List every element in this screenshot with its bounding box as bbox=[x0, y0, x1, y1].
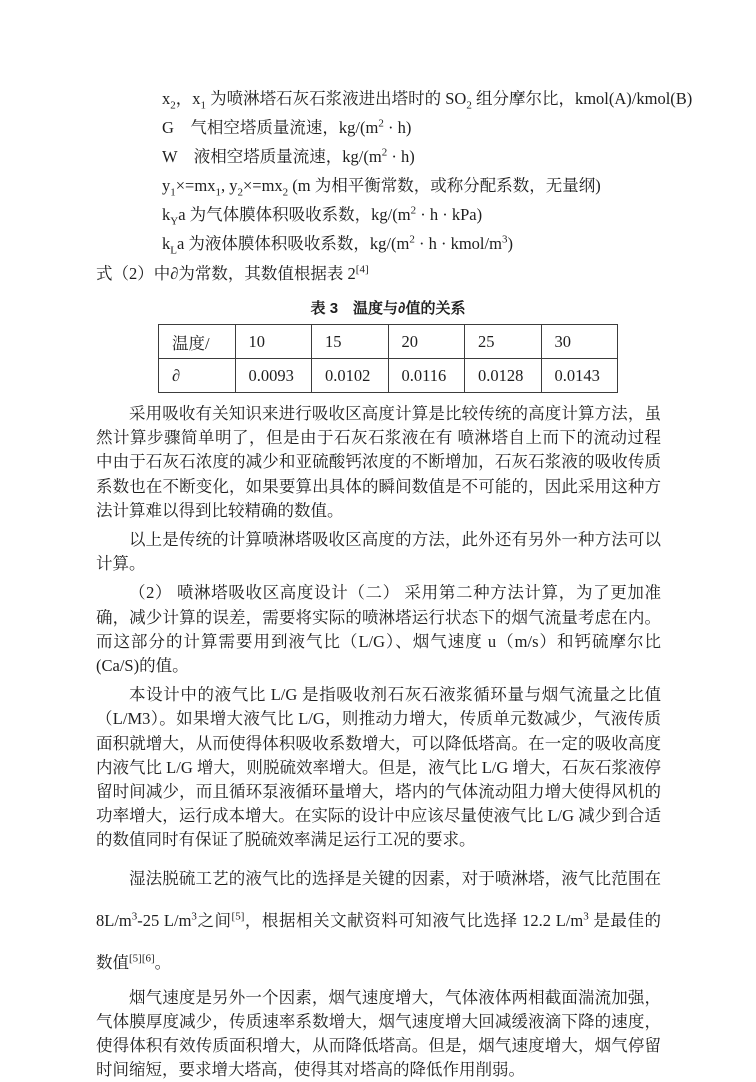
body-paragraph-liquid-gas-ratio: 本设计中的液气比 L/G 是指吸收剂石灰石液浆循环量与烟气流量之比值（L/M3）。如果增大液气比 L/G，则推动力增大，传质单元数减少，气液传质面积就增大，从而使得体积吸收系数增大，可以降低塔高。在一定的吸收高度内液气比 L/G 增大，则脱硫效率增大。但是，液气比 L/G 增大，石灰石浆液停留时间减少，而且循环泵液循环量增大，塔内的气体流动阻力增大使得风机的功率增大，运行成本增大。在实际的设计中应该尽量使液气比 L/G 减少到合适的数值同时有保证了脱硫效率满足运行工况的要求。 bbox=[96, 685, 661, 850]
table-header-cell: 10 bbox=[235, 325, 312, 359]
formula-note: 式（2）中∂为常数，其数值根据表 2[4] bbox=[96, 263, 369, 283]
table-header-cell: 15 bbox=[312, 325, 389, 359]
definition-g: G 气相空塔质量流速，$kg/(m^2 \cdot h)$ bbox=[162, 117, 412, 137]
variable-definitions bbox=[162, 84, 693, 258]
definition-kla: $k_La$ 为液体膜体积吸收系数，$kg/(m^2 \cdot h$ · kmol/$m^3$) bbox=[162, 233, 513, 257]
definition-equilibrium: $y_1\times=mx_1$, $y_2\times=mx_2$ (m 为相平衡常数，或称分配系数，无量纲) bbox=[162, 176, 601, 199]
table-cell: 0.0128 bbox=[465, 359, 542, 393]
table-cell: 0.0143 bbox=[541, 359, 618, 393]
table-value-row bbox=[159, 359, 618, 393]
table-caption: 表 3 温度与∂值的关系 bbox=[310, 300, 466, 317]
body-paragraph-transition: 以上是传统的计算喷淋塔吸收区高度的方法，此外还有另外一种方法可以计算。 bbox=[96, 530, 661, 574]
temperature-coefficient-table bbox=[158, 324, 618, 393]
definition-kya: $k_Ya$ 为气体膜体积吸收系数，$kg/(m^2 \cdot h \cdot kPa)$ bbox=[162, 204, 483, 228]
table-header-cell: 20 bbox=[388, 325, 465, 359]
table-header-row bbox=[159, 325, 618, 359]
table-cell: 0.0093 bbox=[235, 359, 312, 393]
definition-x2-x1: $x_2$，$x_1$ 为喷淋塔石灰石浆液进出塔时的 $SO_2$ 组分摩尔比，kmol(A)/kmol(B) bbox=[162, 89, 693, 112]
body-paragraph-traditional-method: 采用吸收有关知识来进行吸收区高度计算是比较传统的高度计算方法，虽然计算步骤简单明了，但是由于石灰石浆液在有 喷淋塔自上而下的流动过程中由于石灰石浓度的减少和亚硫酸钙浓度的不断增加，石灰石浆液的吸收传质系数也在不断变化，如果要算出具体的瞬间数值是不可能的，因此采用这种方法计算难以得到比较精确的数值。 bbox=[96, 404, 661, 520]
table-header-cell: 30 bbox=[541, 325, 618, 359]
table-cell: 0.0102 bbox=[312, 359, 389, 393]
table-cell: 0.0116 bbox=[388, 359, 465, 393]
body-paragraph-ratio-selection: 湿法脱硫工艺的液气比的选择是关键的因素，对于喷淋塔，液气比范围在$8L/m^3-25$ $L/m^3$之间[5]，根据相关文献资料可知液气比选择 12.2 $L/m^3$ 是最佳的数值[5][6]。 bbox=[96, 868, 661, 972]
body-paragraph-second-method: （2） 喷淋塔吸收区高度设计（二） 采用第二种方法计算，为了更加准确，减少计算的误差，需要将实际的喷淋塔运行状态下的烟气流量考虑在内。而这部分的计算需要用到液气比（L/G）、烟气速度 u（m/s）和钙硫摩尔比(Ca/S)的值。 bbox=[96, 583, 661, 676]
definition-w: W 液相空塔质量流速，$kg/(m^2 \cdot h)$ bbox=[162, 146, 415, 166]
table-cell-symbol: ∂ bbox=[159, 359, 236, 393]
table-header-cell-label: 温度/ bbox=[159, 325, 236, 359]
table-header-cell: 25 bbox=[465, 325, 542, 359]
body-paragraph-gas-velocity: 烟气速度是另外一个因素，烟气速度增大，气体液体两相截面湍流加强，气体膜厚度减少，传质速率系数增大，烟气速度增大回减缓液滴下降的速度，使得体积有效传质面积增大，从而降低塔高。但是，烟气速度增大，烟气停留时间缩短，要求增大塔高，使得其对塔高的降低作用削弱。 bbox=[96, 987, 661, 1080]
